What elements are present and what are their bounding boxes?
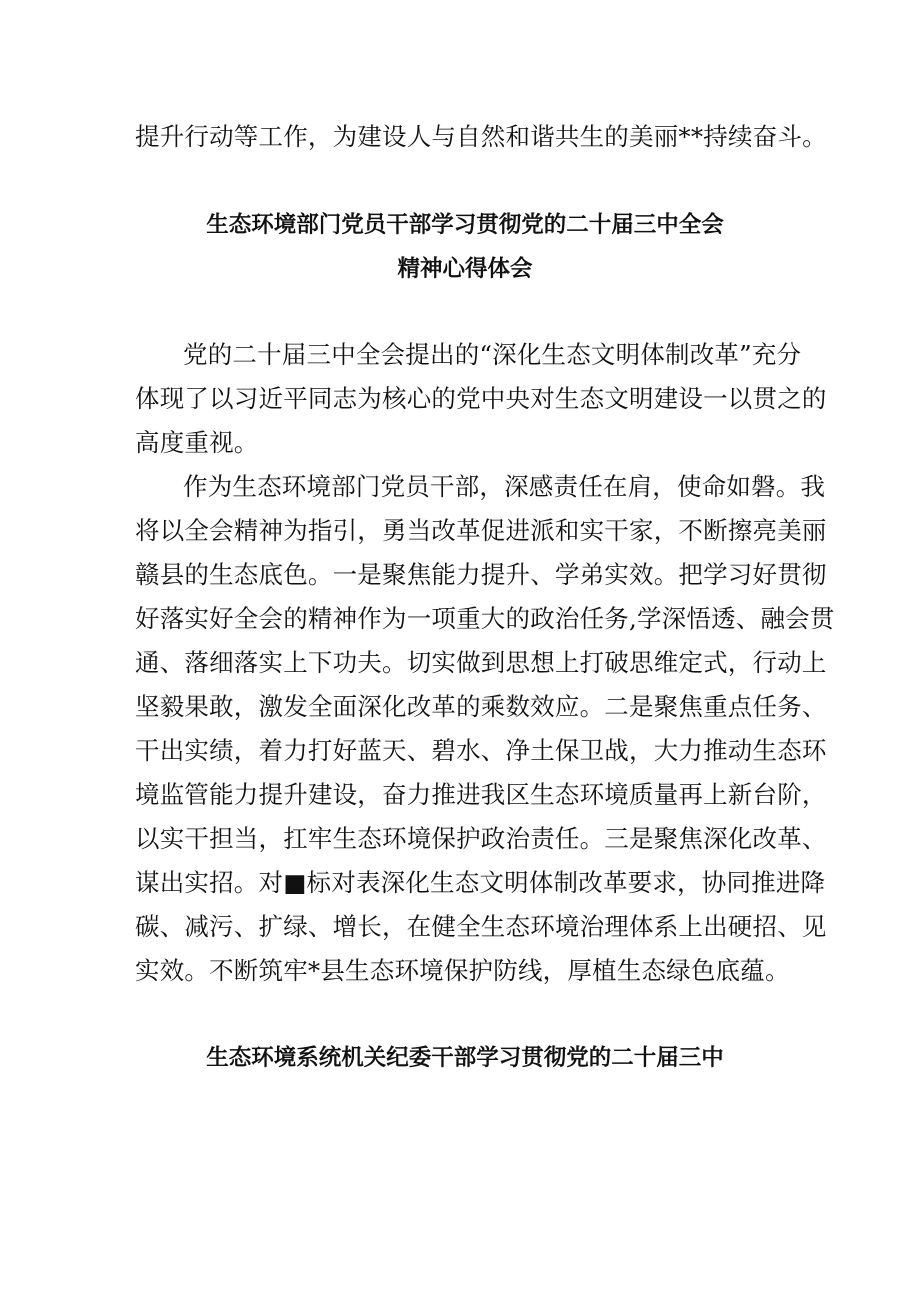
- article1-p2-line: 通、落细落实上下功夫。切实做到思想上打破思维定式，行动上: [135, 648, 827, 677]
- article1-p1-line: 体现了以习近平同志为核心的党中央对生态文明建设一以贯之的: [135, 384, 827, 413]
- article2-title-line1: 生态环境系统机关纪委干部学习贯彻党的二十届三中: [206, 1045, 724, 1071]
- article1-p2-line: 谋出实招。对■标对表深化生态文明体制改革要求，协同推进降: [135, 868, 826, 897]
- article1-p2-line: 实效。不断筑牢*县生态环境保护防线，厚植生态绿色底蕴。: [135, 956, 790, 985]
- article1-p2-line: 干出实绩，着力打好蓝天、碧水、净土保卫战，大力推动生态环: [135, 736, 827, 765]
- article1-p1-line: 高度重视。: [135, 428, 259, 457]
- article1-p2-line: 好落实好全会的精神作为一项重大的政治任务,学深悟透、融会贯: [135, 604, 835, 633]
- article1-p2-line: 境监管能力提升建设，奋力推进我区生态环境质量再上新台阶，: [135, 780, 827, 809]
- article1-p2-line: 将以全会精神为指引，勇当改革促进派和实干家，不断擦亮美丽: [135, 516, 827, 545]
- article1-title-line2: 精神心得体会: [397, 256, 533, 282]
- article1-p1-line: 党的二十届三中全会提出的“深化生态文明体制改革”充分: [183, 340, 802, 369]
- article1-title-line1: 生态环境部门党员干部学习贯彻党的二十届三中全会: [206, 212, 724, 238]
- article1-p2-line: 作为生态环境部门党员干部，深感责任在肩，使命如磐。我: [183, 472, 826, 501]
- article1-p2-line: 碳、减污、扩绿、增长，在健全生态环境治理体系上出硬招、见: [135, 912, 827, 941]
- continuation-line: 提升行动等工作，为建设人与自然和谐共生的美丽**持续奋斗。: [135, 122, 827, 151]
- article1-p2-line: 赣县的生态底色。一是聚焦能力提升、学弟实效。把学习好贯彻: [135, 560, 827, 589]
- article1-p2-line: 坚毅果敢，激发全面深化改革的乘数效应。二是聚焦重点任务、: [135, 692, 827, 721]
- article1-p2-line: 以实干担当，扛牢生态环境保护政治责任。三是聚焦深化改革、: [135, 824, 827, 853]
